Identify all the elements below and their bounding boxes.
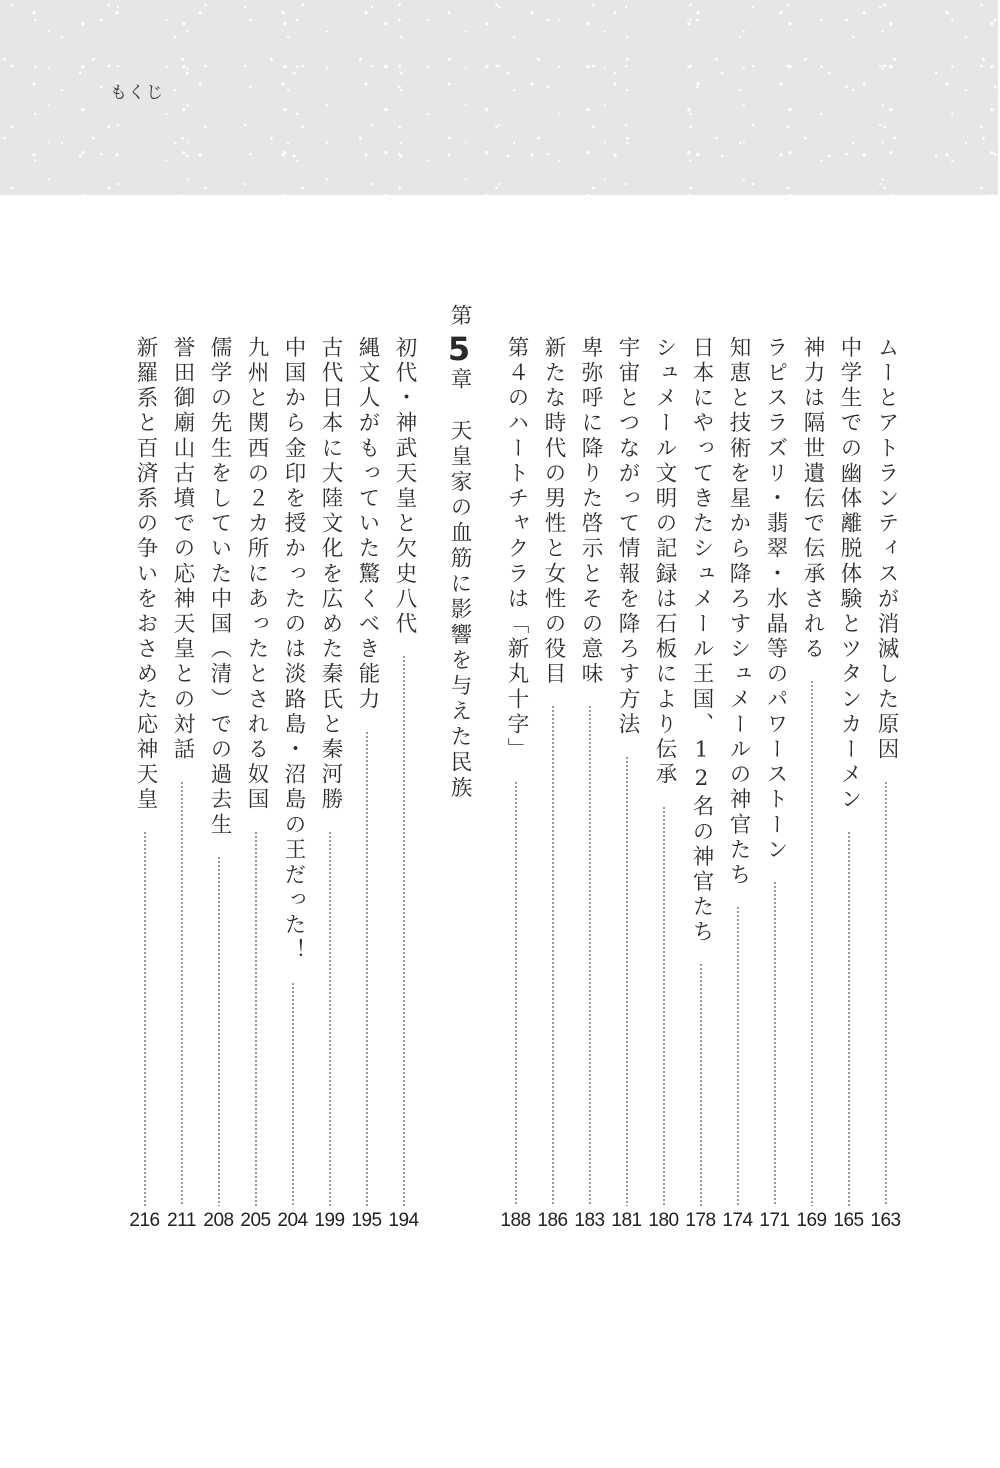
entry-title: 知恵と技術を星から降ろすシュメールの神官たち [726, 336, 751, 889]
toc-entry[interactable] [538, 336, 568, 1206]
dot-leader [736, 906, 740, 1206]
entry-title: 宇宙とつながって情報を降ろす方法 [615, 336, 640, 738]
dot-leader [551, 705, 555, 1206]
toc-entry[interactable] [130, 336, 160, 1206]
page-number: 194 [388, 1210, 419, 1231]
page-number: 180 [648, 1210, 679, 1231]
toc-entry[interactable] [204, 336, 234, 1206]
toc-entry[interactable] [167, 336, 197, 1206]
page-number: 208 [203, 1210, 234, 1231]
page-number: 204 [277, 1210, 308, 1231]
entry-title: シュメール文明の記録は石板により伝承 [652, 336, 677, 788]
entry-title: 卑弥呼に降りた啓示とその意味 [578, 336, 603, 688]
page-number: 211 [167, 1210, 196, 1231]
dot-leader [884, 781, 888, 1206]
entry-title: 中学生での幽体離脱体験とツタンカーメン [837, 336, 862, 813]
dot-leader [402, 655, 406, 1206]
entry-title: 縄文人がもっていた驚くべき能力 [355, 336, 380, 713]
chapter-number: 5 [440, 329, 478, 368]
toc-entry[interactable] [797, 336, 827, 1206]
toc-entry[interactable] [278, 336, 308, 1206]
toc-entry[interactable] [612, 336, 642, 1206]
entry-title: 誉田御廟山古墳での応神天皇との対話 [170, 336, 195, 763]
toc-entry[interactable] [686, 336, 716, 1206]
toc-entry[interactable] [760, 336, 790, 1206]
dot-leader [328, 831, 332, 1206]
page-number: 199 [314, 1210, 345, 1231]
entry-title: 神力は隔世遺伝で伝承される [800, 336, 825, 663]
entry-title: 儒学の先生をしていた中国（清）での過去生 [207, 336, 232, 838]
dot-leader [625, 756, 629, 1206]
page-number: 186 [537, 1210, 568, 1231]
page-number: 181 [611, 1210, 642, 1231]
entry-title: 古代日本に大陸文化を広めた秦氏と秦河勝 [318, 336, 343, 813]
dot-leader [365, 731, 369, 1207]
dot-leader [217, 856, 221, 1206]
dot-leader [588, 705, 592, 1206]
toc-entry[interactable] [649, 336, 679, 1206]
chapter-suffix: 章 [447, 367, 472, 393]
dot-leader [810, 680, 814, 1206]
toc-entry[interactable] [352, 336, 382, 1206]
entry-title: 九州と関西の２カ所にあったとされる奴国 [244, 336, 269, 813]
page-number: 205 [240, 1210, 271, 1231]
page-number: 178 [685, 1210, 716, 1231]
dot-leader [662, 806, 666, 1206]
toc-entry[interactable] [723, 336, 753, 1206]
dot-leader [254, 831, 258, 1206]
dot-leader [773, 881, 777, 1206]
page-number: 188 [500, 1210, 531, 1231]
page-number: 216 [129, 1210, 160, 1231]
dot-leader [514, 781, 518, 1206]
entry-title: ラピスラズリ・翡翠・水晶等のパワーストーン [763, 336, 788, 864]
toc-entry[interactable] [315, 336, 345, 1206]
toc-entry[interactable] [389, 336, 419, 1206]
dot-leader [847, 831, 851, 1206]
entry-title: 新羅系と百済系の争いをおさめた応神天皇 [133, 336, 158, 813]
page-number: 183 [574, 1210, 605, 1231]
header-band [0, 0, 998, 195]
entry-title: 日本にやってきたシュメール王国、12名の神官たち [689, 336, 714, 946]
page-number: 195 [351, 1210, 382, 1231]
page-number: 171 [759, 1210, 790, 1231]
entry-title: 第４のハートチャクラは「新丸十字」 [504, 336, 529, 763]
page-number: 169 [796, 1210, 827, 1231]
entry-title: 新たな時代の男性と女性の役目 [541, 336, 566, 688]
page-number: 174 [722, 1210, 753, 1231]
toc-entry[interactable] [871, 336, 901, 1206]
entry-title: 中国から金印を授かったのは淡路島・沼島の王だった！ [281, 336, 306, 964]
dot-leader [143, 831, 147, 1206]
dot-leader [291, 982, 295, 1207]
toc-title: もくじ [110, 83, 164, 103]
dot-leader [180, 781, 184, 1206]
dot-leader [699, 963, 703, 1206]
page-number: 163 [870, 1210, 901, 1231]
toc-entry[interactable] [575, 336, 605, 1206]
toc-entry[interactable] [501, 336, 531, 1206]
entry-title: ムーとアトランティスが消滅した原因 [874, 336, 899, 763]
toc-entry[interactable] [834, 336, 864, 1206]
page-number: 165 [833, 1210, 864, 1231]
entry-title: 初代・神武天皇と欠史八代 [392, 336, 417, 638]
chapter-heading[interactable] [440, 304, 478, 802]
chapter-prefix: 第 [447, 304, 472, 330]
chapter-title: 天皇家の血筋に影響を与えた民族 [447, 419, 472, 802]
toc-entry[interactable] [241, 336, 271, 1206]
